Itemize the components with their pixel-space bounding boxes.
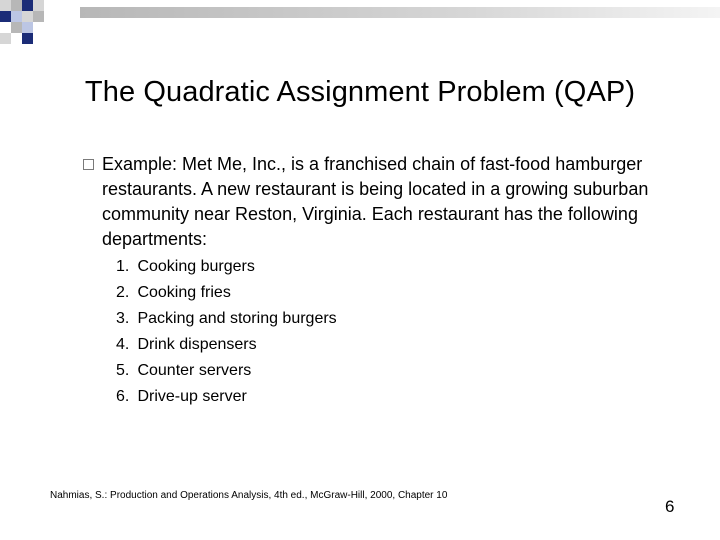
departments-list — [116, 254, 337, 410]
citation-footnote: Nahmias, S.: Production and Operations Analysis, 4th ed., McGraw-Hill, 2000, Chapter 10 — [50, 490, 448, 501]
list-item: 4. Drink dispensers — [116, 336, 257, 353]
page-number: 6 — [665, 497, 675, 516]
decorative-header-bar — [80, 7, 720, 18]
decorative-squares — [0, 0, 80, 48]
slide-title: The Quadratic Assignment Problem (QAP) — [84, 76, 636, 108]
example-text: Example: Met Me, Inc., is a franchised chain of fast-food hamburger restaurants. A new restaurant is being located in a growing suburban community near Reston, Virginia. Each restaurant has the following departments: — [102, 154, 649, 249]
list-item: 6. Drive-up server — [116, 388, 247, 405]
list-item: 2. Cooking fries — [116, 284, 231, 301]
list-item: 1. Cooking burgers — [116, 258, 255, 275]
list-item: 5. Counter servers — [116, 362, 252, 379]
list-item: 3. Packing and storing burgers — [116, 310, 337, 327]
square-bullet-icon — [83, 159, 94, 170]
